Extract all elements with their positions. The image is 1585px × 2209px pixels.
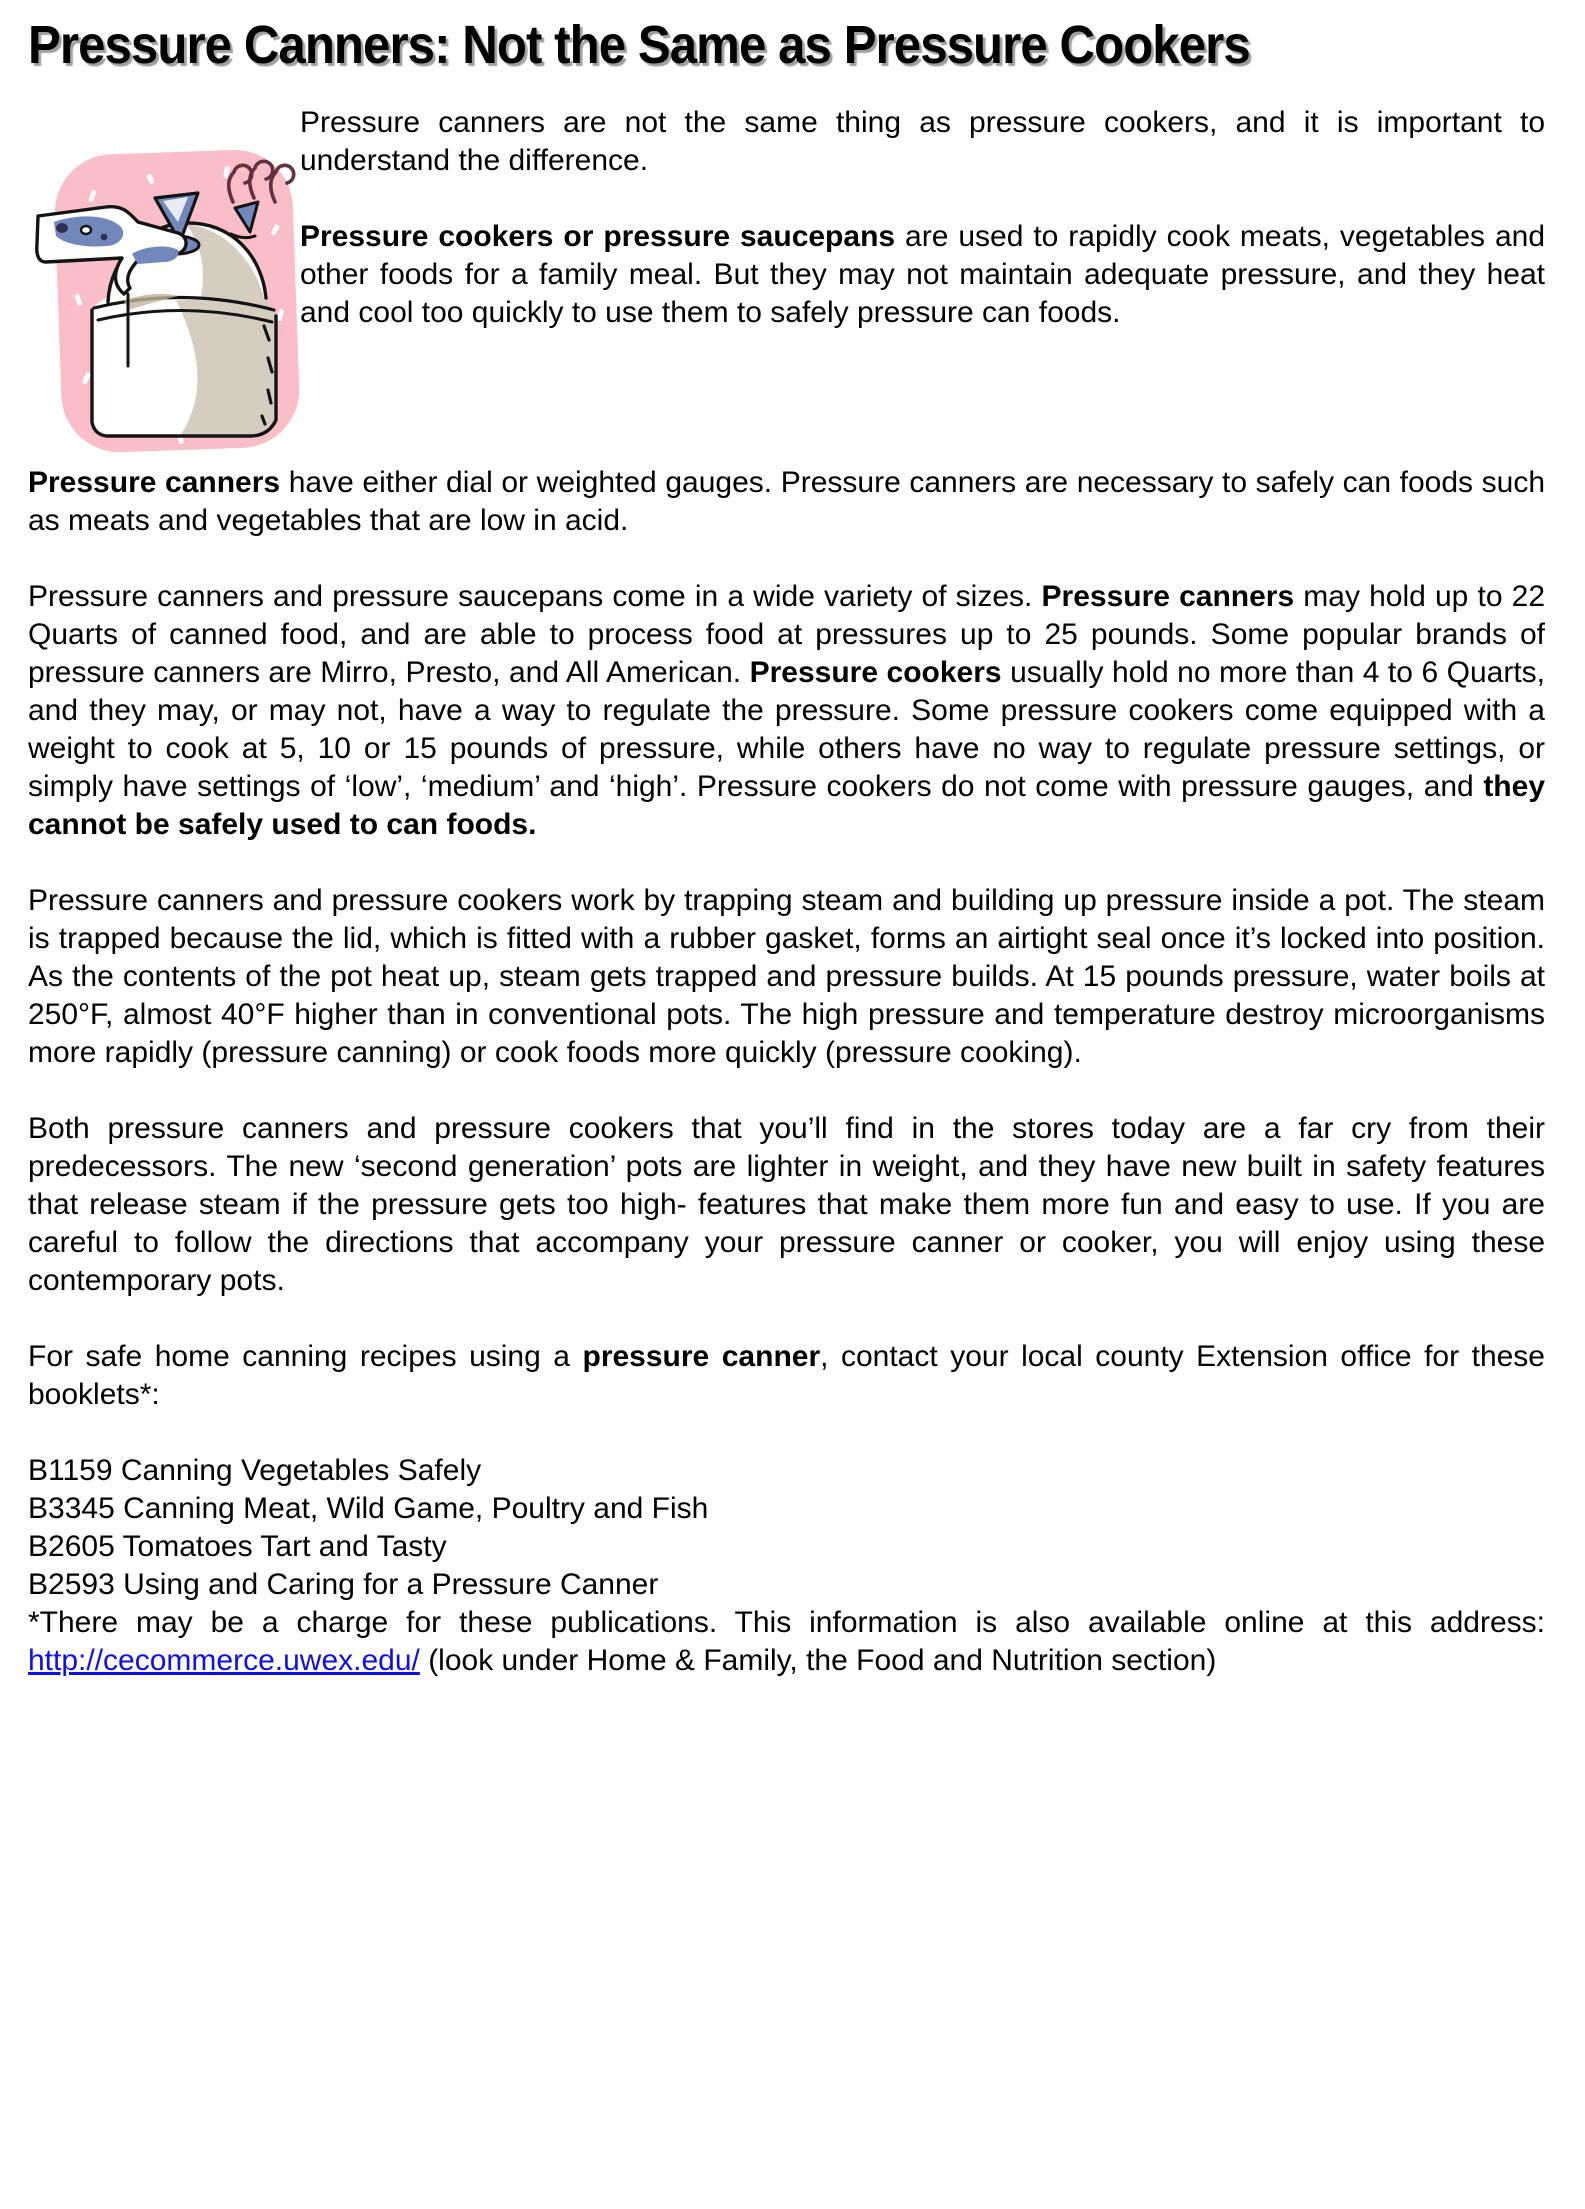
body-text: Both pressure canners and pressure cookers that you’ll find in the stores today are a far cry from their predecessors. The new ‘second generation’ pots are lighter in weight, and they have new built in safety features that release steam if the pressure gets too high- features that make them more fun and easy to use. If you are careful to follow the directions that accompany your pressure canner or cooker, you will enjoy using these contemporary pots. [28,1112,1545,1297]
document-title: Pressure Canners: Not the Same as Pressure Cookers [28,15,1250,75]
body-text: are used to rapidly cook meats, vegetables and other foods for a family meal. But they may not maintain adequate pressure, and they heat and cool too quickly to use them to safely pressure can foods. [300,220,1546,329]
paragraph-pressure-canners [28,464,1545,540]
body-text: Pressure canners and pressure cookers work by trapping steam and building up pressure inside a pot. The steam is trapped because the lid, which is fitted with a rubber gasket, forms an airtight seal once it’s locked into position. As the contents of the pot heat up, steam gets trapped and pressure builds. At 15 pounds pressure, water boils at 250°F, almost 40°F higher than in conventional pots. The high pressure and temperature destroy microorganisms more rapidly (pressure canning) or cook foods more quickly (pressure cooking). [28,884,1545,1069]
body-text: Pressure canners are not the same thing as pressure cookers, and it is important to understand the difference. [300,106,1545,177]
body-text: usually hold no more than 4 to 6 Quarts, and they may, or may not, have a way to regulate the pressure. Some pressure cookers come equipped with a weight to cook at 5, 10 or 15 pounds of pressure, while others have no way to regulate pressure settings, or simply have settings of ‘low’, ‘medium’ and ‘high’. Pressure cookers do not come with pressure gauges, and [28,656,1545,803]
paragraph-how-it-works [28,882,1545,1072]
bold-text: Pressure canners [28,466,281,499]
booklet-item: B1159 Canning Vegetables Safely [28,1454,482,1487]
bold-text: Pressure canners [1041,580,1295,613]
body-text: Pressure canners and pressure saucepans come in a wide variety of sizes. [28,580,1042,613]
bold-text: Pressure cookers [749,656,1002,689]
cecommerce-link[interactable]: http://cecommerce.uwex.edu/ [28,1644,420,1677]
body-text: , contact your local county Extension office for these booklets*: [28,1340,1545,1411]
paragraph-sizes [28,578,1545,844]
body-text: *There may be a charge for these publications. This information is also available online at this address: [28,1606,1545,1639]
body-text: (look under Home & Family, the Food and Nutrition section) [419,1644,1217,1677]
booklet-item: B2593 Using and Caring for a Pressure Canner [28,1568,659,1601]
booklet-item: B3345 Canning Meat, Wild Game, Poultry and Fish [28,1492,709,1525]
paragraph-availability-note [28,1604,1545,1680]
bold-text: Pressure cookers or pressure saucepans [300,220,896,253]
body-text: have either dial or weighted gauges. Pressure canners are necessary to safely can foods such as meats and vegetables that are low in acid. [28,466,1546,537]
body-text: may hold up to 22 Quarts of canned food, and are able to process food at pressures up to 25 pounds. Some popular brands of pressure canners are Mirro, Presto, and All American. [28,580,1546,689]
pressure-canner-clipart-icon [28,104,300,464]
bold-text: they cannot be safely used to can foods. [28,770,1545,841]
bold-text: pressure canner [582,1340,821,1373]
body-text: For safe home canning recipes using a [28,1340,583,1373]
booklet-item: B2605 Tomatoes Tart and Tasty [28,1530,447,1563]
pressure-canner-illustration [28,104,300,464]
paragraph-booklets-intro [28,1338,1545,1414]
paragraph-modern-pots [28,1110,1545,1300]
